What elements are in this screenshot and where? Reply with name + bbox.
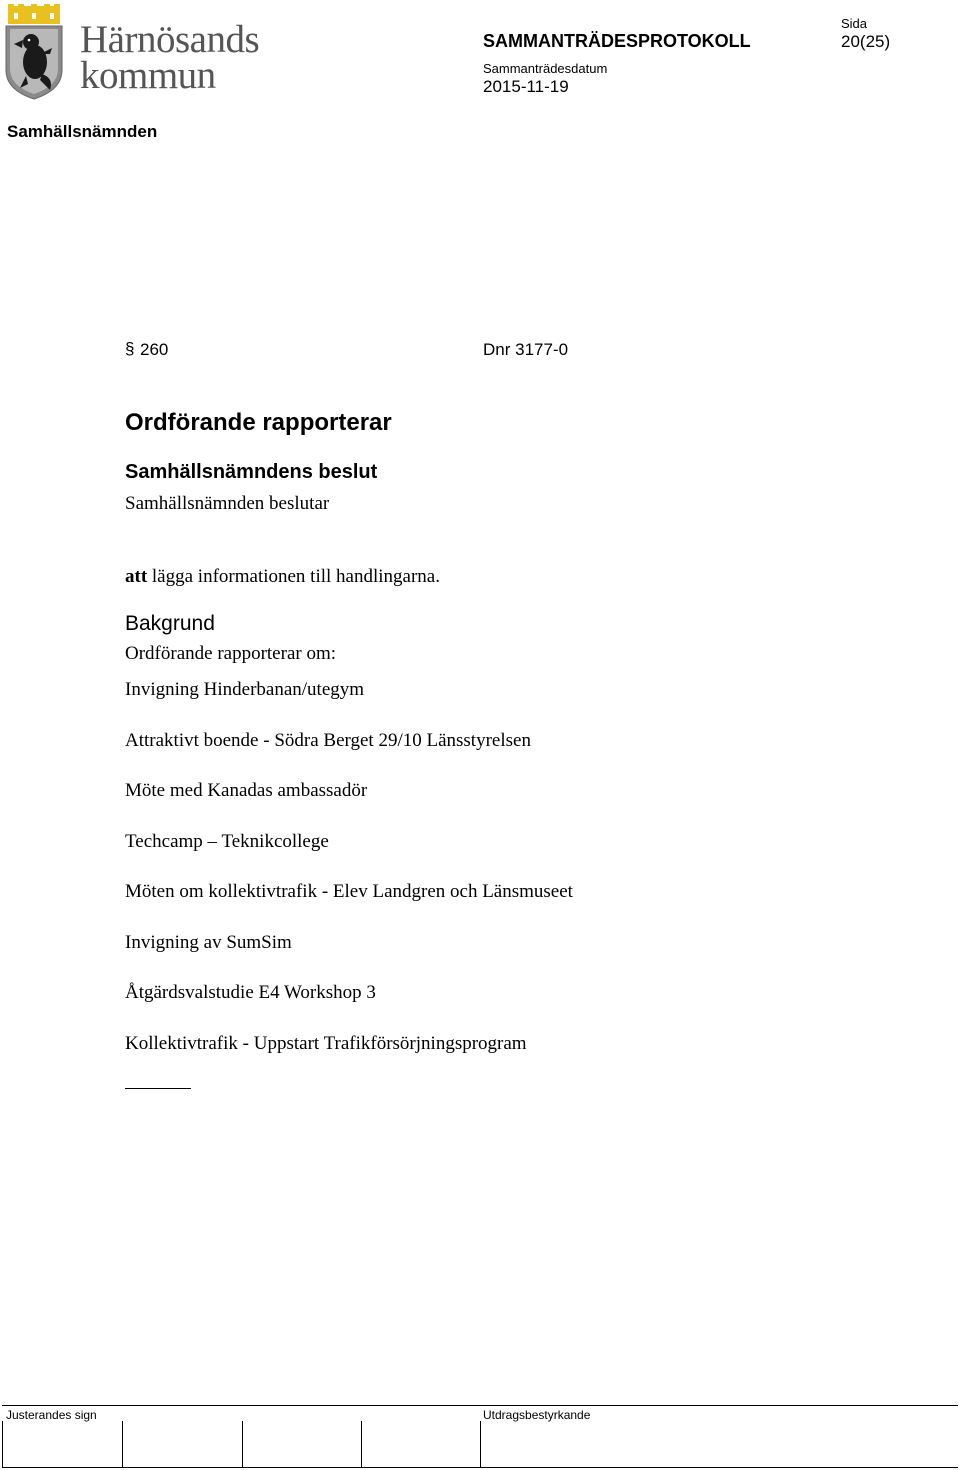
- section-symbol: §: [125, 339, 135, 358]
- municipality-logo-text: [80, 18, 260, 97]
- diary-number: Dnr 3177-0: [483, 340, 569, 359]
- section-number: 260: [140, 340, 169, 359]
- signature-box-divider: [2, 1421, 3, 1468]
- logo-line-kommun: kommun: [80, 54, 216, 97]
- document-type: SAMMANTRÄDESPROTOKOLL: [483, 31, 751, 51]
- signature-box-divider: [242, 1421, 243, 1468]
- coat-of-arms-icon: [4, 4, 64, 100]
- report-item: Möten om kollektivtrafik - Elev Landgren och Länsmuseet: [125, 881, 573, 902]
- decision-text: [125, 566, 440, 588]
- report-item: Attraktivt boende - Södra Berget 29/10 Länsstyrelsen: [125, 730, 531, 751]
- report-item: Möte med Kanadas ambassadör: [125, 780, 368, 801]
- certification-label: Utdragsbestyrkande: [483, 1408, 591, 1422]
- report-item: Invigning av SumSim: [125, 932, 292, 953]
- footer-bottom-rule: [2, 1467, 958, 1468]
- report-item: Techcamp – Teknikcollege: [125, 831, 329, 852]
- decision-att: att: [125, 566, 148, 587]
- signature-box-divider: [122, 1421, 123, 1468]
- committee-name: Samhällsnämnden: [7, 122, 158, 141]
- decision-intro: Samhällsnämnden beslutar: [125, 493, 330, 514]
- meeting-date-label: Sammanträdesdatum: [483, 61, 608, 76]
- meeting-date: 2015-11-19: [483, 77, 569, 96]
- signature-box-divider: [480, 1421, 481, 1468]
- report-item: Åtgärdsvalstudie E4 Workshop 3: [125, 982, 376, 1003]
- report-item: Invigning Hinderbanan/utegym: [125, 679, 365, 700]
- report-item: Kollektivtrafik - Uppstart Trafikförsörjningsprogram: [125, 1033, 527, 1054]
- footer-top-rule: [2, 1405, 958, 1406]
- background-intro: Ordförande rapporterar om:: [125, 643, 337, 664]
- background-heading: Bakgrund: [125, 612, 215, 635]
- decision-heading: Samhällsnämndens beslut: [125, 461, 378, 483]
- signature-footer: [2, 1405, 958, 1469]
- adjuster-signature-label: Justerandes sign: [6, 1408, 97, 1422]
- signature-box-divider: [361, 1421, 362, 1468]
- decision-body: lägga informationen till handlingarna.: [147, 566, 440, 587]
- page-label: Sida: [841, 16, 868, 31]
- page-number: 20(25): [841, 32, 891, 51]
- logo-line-harnosands: Härnösands: [80, 18, 260, 61]
- section-title: Ordförande rapporterar: [125, 409, 392, 436]
- section-end-rule: [125, 1088, 191, 1089]
